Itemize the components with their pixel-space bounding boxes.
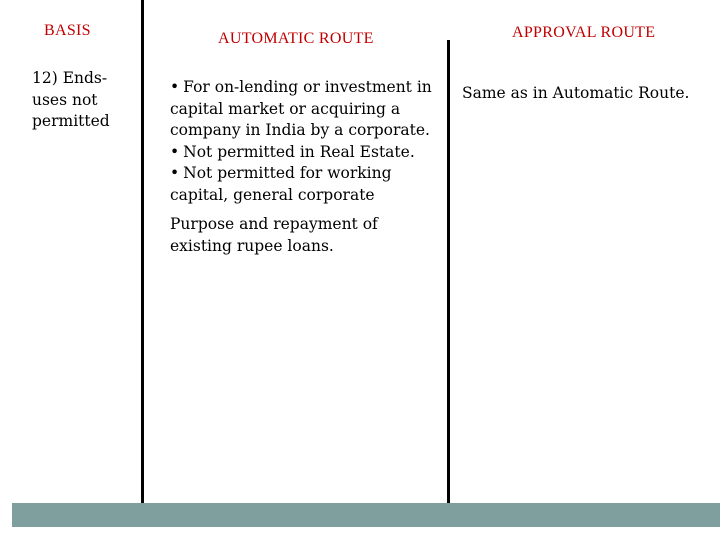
bullet-icon: • (170, 142, 180, 161)
automatic-bullet (170, 163, 435, 206)
approval-route-cell: Same as in Automatic Route. (462, 84, 690, 102)
basis-column-header: BASIS (44, 22, 91, 39)
bullet-icon: • (170, 78, 180, 96)
approval-route-column-header: APPROVAL ROUTE (512, 24, 656, 41)
automatic-route-column-header: AUTOMATIC ROUTE (218, 30, 374, 47)
automatic-route-cell (170, 77, 435, 257)
automatic-bullet (170, 77, 435, 142)
bullet-icon: • (170, 164, 180, 182)
automatic-bullet-text: Not permitted in Real Estate. (183, 142, 415, 161)
column-divider-left (141, 0, 144, 503)
automatic-route-note: Purpose and repayment of existing rupee loans. (170, 215, 378, 255)
automatic-bullet (170, 142, 435, 164)
automatic-bullet-text: Not permitted for working capital, general corporate (170, 164, 392, 204)
basis-cell: 12) Ends-uses not permitted (32, 69, 110, 130)
automatic-bullet-text: For on-lending or investment in capital market or acquiring a company in India by a corporate. (170, 78, 432, 139)
footer-bar (12, 503, 720, 527)
column-divider-right (447, 40, 450, 510)
